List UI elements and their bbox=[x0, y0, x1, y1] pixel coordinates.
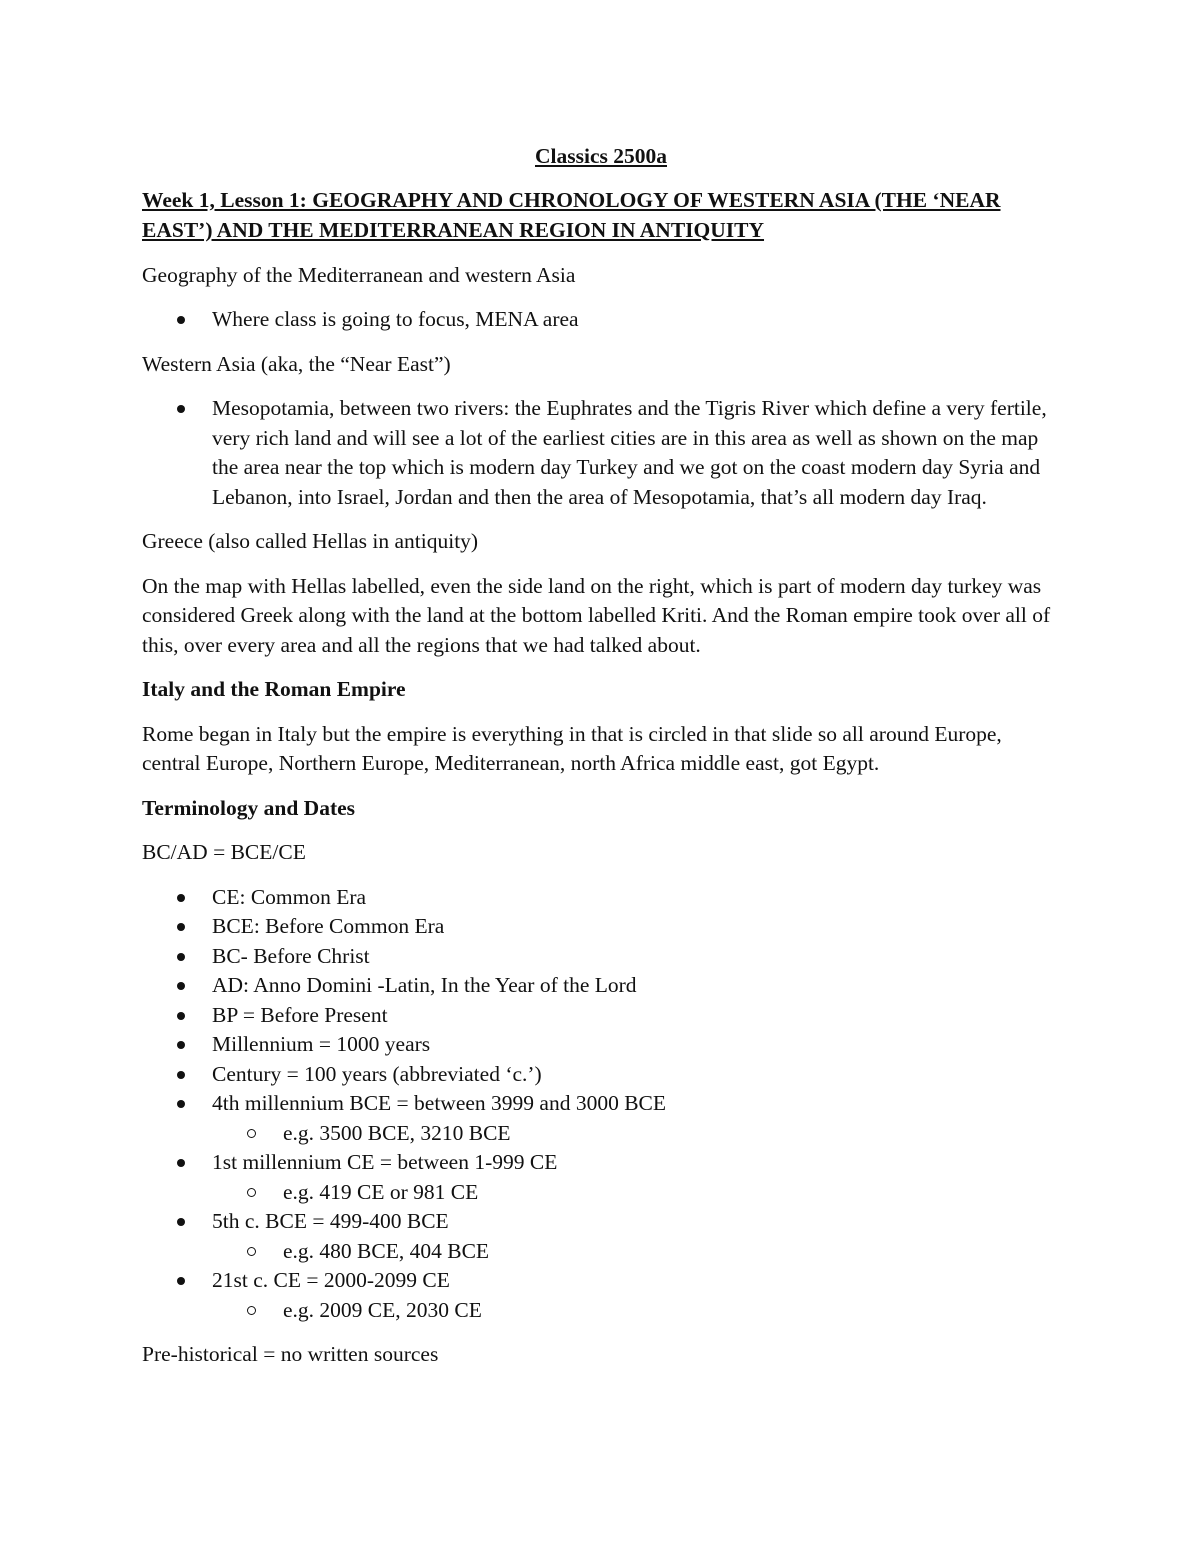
list-item bbox=[142, 1089, 1060, 1148]
sub-list-item: e.g. 419 CE or 981 CE bbox=[212, 1178, 1060, 1208]
sub-list bbox=[212, 1119, 1060, 1149]
bcad-line: BC/AD = BCE/CE bbox=[142, 840, 306, 864]
list-item: BCE: Before Common Era bbox=[142, 912, 1060, 942]
sub-list bbox=[212, 1296, 1060, 1326]
geography-label: Geography of the Mediterranean and western Asia bbox=[142, 262, 576, 287]
list-item: BC- Before Christ bbox=[142, 942, 1060, 972]
document-title: Classics 2500a bbox=[535, 144, 667, 168]
greece-paragraph: On the map with Hellas labelled, even the side land on the right, which is part of modern day turkey was considered Greek along with the land at the bottom labelled Kriti. And the Roman empire took over all of this, over every area and all the regions that we had talked about. bbox=[142, 573, 1051, 657]
sub-list-item: e.g. 2009 CE, 2030 CE bbox=[212, 1296, 1060, 1326]
terminology-heading: Terminology and Dates bbox=[142, 795, 356, 820]
prehistorical-line: Pre-historical = no written sources bbox=[142, 1342, 439, 1366]
geography-bullet-list bbox=[142, 305, 1060, 335]
sub-list-item: e.g. 480 BCE, 404 BCE bbox=[212, 1237, 1060, 1267]
western-asia-bullet-list bbox=[142, 394, 1060, 512]
italy-paragraph: Rome began in Italy but the empire is everything in that is circled in that slide so all around Europe, central Europe, Northern Europe, Mediterranean, north Africa middle east, got Egypt. bbox=[142, 721, 1002, 775]
sub-list bbox=[212, 1237, 1060, 1267]
italy-heading: Italy and the Roman Empire bbox=[142, 677, 406, 701]
list-item-text: 21st c. CE = 2000-2099 CE bbox=[212, 1268, 450, 1292]
western-asia-label: Western Asia (aka, the “Near East”) bbox=[142, 351, 451, 376]
list-item bbox=[142, 1207, 1060, 1266]
list-item-text: 5th c. BCE = 499-400 BCE bbox=[212, 1209, 449, 1233]
list-item bbox=[142, 1148, 1060, 1207]
list-item-text: 1st millennium CE = between 1-999 CE bbox=[212, 1150, 558, 1174]
list-item: Mesopotamia, between two rivers: the Euphrates and the Tigris River which define a very fertile, very rich land and will see a lot of the earliest cities are in this area as well as shown on the map the area near the top which is modern day Turkey and we got on the coast modern day Syria and Lebanon, into Israel, Jordan and then the area of Mesopotamia, that’s all modern day Iraq. bbox=[142, 394, 1060, 512]
sub-list bbox=[212, 1178, 1060, 1208]
sub-list-item: e.g. 3500 BCE, 3210 BCE bbox=[212, 1119, 1060, 1149]
list-item: Millennium = 1000 years bbox=[142, 1030, 1060, 1060]
list-item: Century = 100 years (abbreviated ‘c.’) bbox=[142, 1060, 1060, 1090]
list-item: BP = Before Present bbox=[142, 1001, 1060, 1031]
lesson-heading: Week 1, Lesson 1: GEOGRAPHY AND CHRONOLOGY OF WESTERN ASIA (THE ‘NEAR EAST’) AND THE MEDITERRANEAN REGION IN ANTIQUITY bbox=[142, 187, 1001, 242]
list-item bbox=[142, 1266, 1060, 1325]
list-item: AD: Anno Domini -Latin, In the Year of the Lord bbox=[142, 971, 1060, 1001]
list-item-text: 4th millennium BCE = between 3999 and 3000 BCE bbox=[212, 1091, 667, 1115]
greece-label: Greece (also called Hellas in antiquity) bbox=[142, 529, 479, 553]
terminology-bullet-list bbox=[142, 883, 1060, 1326]
list-item: Where class is going to focus, MENA area bbox=[142, 305, 1060, 335]
list-item: CE: Common Era bbox=[142, 883, 1060, 913]
